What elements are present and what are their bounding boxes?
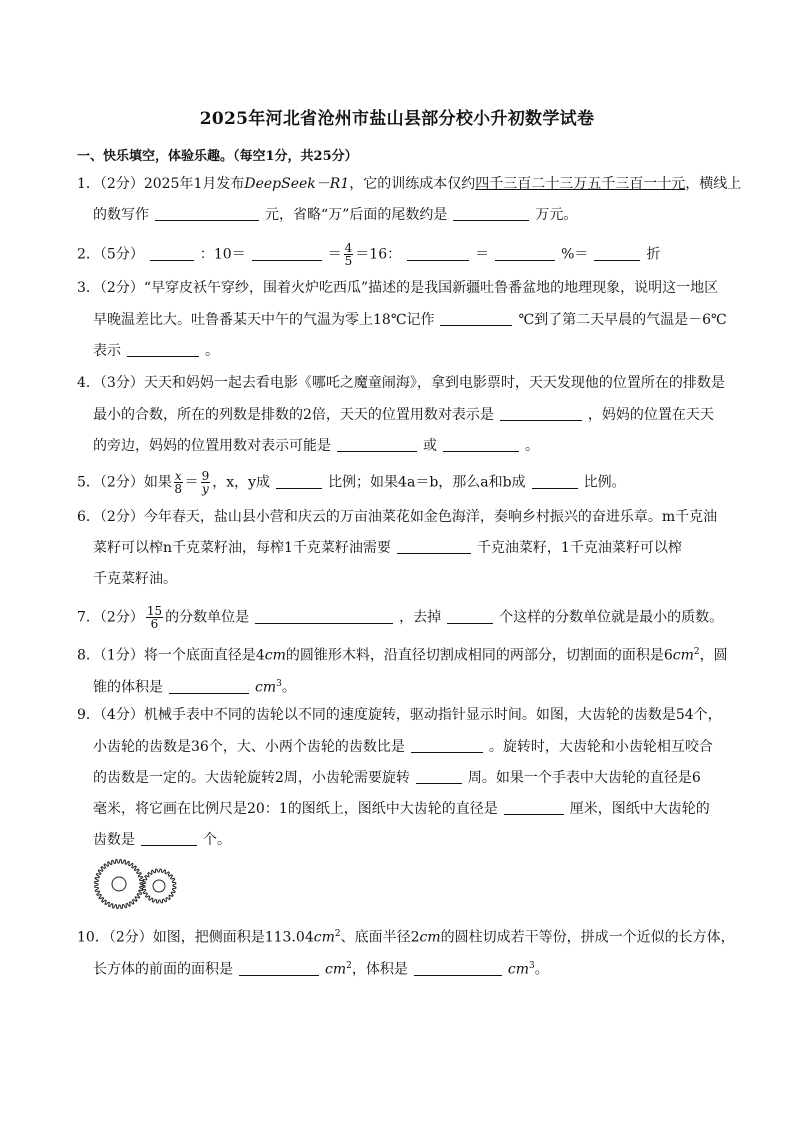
question-9-line-1: 9．（4分）机械手表中不同的齿轮以不同的速度旋转，驱动指针显示时间。如图，大齿轮的齿数是54个，	[77, 707, 722, 723]
gears-figure	[94, 858, 180, 910]
answer-blank[interactable]	[594, 246, 640, 261]
answer-blank[interactable]	[252, 246, 322, 261]
question-7-line-1: 7．（2分） $\frac{15}{6}$ 的分数单位是 ，去掉 个这样的分数单位就是最小的质数。	[77, 604, 724, 631]
large-gear	[95, 860, 144, 909]
answer-blank[interactable]	[397, 539, 471, 554]
question-1-line-1: 1．（2分）2025年1月发布DeepSeek－R1，它的训练成本仅约四千三百二十三万五千三百一十元，横线上	[77, 176, 742, 192]
page-title: 2025年河北省沧州市盐山县部分校小升初数学试卷	[199, 109, 595, 129]
question-4-line-1: 4．（3分）天天和妈妈一起去看电影《哪吒之魔童闹海》，拿到电影票时，天天发现他的位置所在的排数是	[77, 375, 725, 391]
question-2-line-1: 2．（5分） ：10＝ ＝ $\frac{4}{5}$ ＝16： ＝ %＝ 折	[77, 241, 661, 268]
question-6-line-1: 6．（2分）今年春天，盐山县小营和庆云的万亩油菜花如金色海洋，奏响乡村振兴的奋进乐章。m千克油	[77, 509, 718, 525]
answer-blank[interactable]	[447, 609, 493, 624]
answer-blank[interactable]	[416, 769, 462, 784]
answer-blank[interactable]	[141, 831, 197, 846]
gear-outline	[142, 869, 176, 903]
gear-outline	[95, 860, 144, 909]
answer-blank[interactable]	[276, 474, 322, 489]
question-8-line-1: 8．（1分）将一个底面直径是4cm的圆锥形木料，沿直径切割成相同的两部分，切割面的面积是$6cm^2$，圆	[77, 647, 728, 664]
question-5-line-1: 5．（2分）如果 $\frac{x}{8}$ ＝ $\frac{9}{y}$ ，x，y成 比例；如果4a＝b，那么a和b成 比例。	[77, 469, 626, 496]
question-3-line-2: 早晚温差比大。吐鲁番某天中午的气温为零上18℃记作 ℃到了第二天早晨的气温是－6℃	[93, 312, 727, 328]
fraction: $\frac{9}{y}$	[201, 469, 210, 496]
answer-blank[interactable]	[127, 342, 199, 357]
question-3-line-1: 3．（2分）“早穿皮袄午穿纱，围着火炉吃西瓜”描述的是我国新疆吐鲁番盆地的地理现象，说明这一地区	[77, 280, 719, 296]
question-4-line-3: 的旁边，妈妈的位置用数对表示可能是 或 。	[93, 438, 539, 454]
answer-blank[interactable]	[337, 437, 417, 452]
question-9-line-2: 小齿轮的齿数是36个，大、小两个齿轮的齿数比是 。旋转时，大齿轮和小齿轮相互咬合	[93, 739, 713, 755]
question-6-line-2: 菜籽可以榨n千克菜籽油，每榨1千克菜籽油需要 千克油菜籽，1千克油菜籽可以榨	[93, 540, 682, 556]
section-heading: 一、快乐填空，体验乐趣。（每空1分，共25分）	[77, 149, 358, 164]
question-9-line-3: 的齿数是一定的。大齿轮旋转2周，小齿轮需要旋转 周。如果一个手表中大齿轮的直径是6	[93, 770, 701, 786]
answer-blank[interactable]	[411, 738, 483, 753]
answer-blank[interactable]	[440, 311, 512, 326]
answer-blank[interactable]	[414, 961, 502, 976]
answer-blank[interactable]	[532, 474, 578, 489]
small-gear	[142, 869, 176, 903]
question-10-line-2: 长方体的前面的面积是 $cm^2$，体积是 $cm^3$。	[93, 961, 549, 978]
answer-blank[interactable]	[495, 246, 555, 261]
answer-blank[interactable]	[504, 800, 564, 815]
question-9-line-5: 齿数是 个。	[93, 832, 231, 848]
question-10-line-1: 10．（2分）如图，把侧面积是$113.04cm^2$、底面半径2cm的圆柱切成若干等份，拼成一个近似的长方体，	[77, 929, 735, 946]
gear-axle	[112, 877, 126, 891]
answer-blank[interactable]	[239, 961, 319, 976]
answer-blank[interactable]	[407, 246, 469, 261]
gear-axle	[153, 880, 165, 892]
question-4-line-2: 最小的合数，所在的列数是排数的2倍，天天的位置用数对表示是 ，妈妈的位置在天天	[93, 407, 714, 423]
underlined-amount: 四千三百二十三万五千三百一十元	[475, 176, 686, 192]
fraction: $\frac{15}{6}$	[146, 604, 163, 631]
question-8-line-2: 锥的体积是 $cm^3$。	[93, 679, 296, 696]
question-9-line-4: 毫米，将它画在比例尺是20：1的图纸上，图纸中大齿轮的直径是 厘米，图纸中大齿轮的	[93, 801, 710, 817]
answer-blank[interactable]	[255, 609, 393, 624]
answer-blank[interactable]	[150, 246, 194, 261]
answer-blank[interactable]	[169, 679, 249, 694]
answer-blank[interactable]	[443, 437, 519, 452]
answer-blank[interactable]	[500, 406, 582, 421]
question-6-line-3: 千克菜籽油。	[93, 571, 177, 587]
answer-blank[interactable]	[155, 206, 259, 221]
answer-blank[interactable]	[453, 206, 529, 221]
fraction: $\frac{x}{8}$	[174, 469, 183, 496]
fraction: $\frac{4}{5}$	[344, 241, 353, 268]
question-1-line-2: 的数写作 元，省略“万”后面的尾数约是 万元。	[93, 207, 578, 223]
question-3-line-3: 表示 。	[93, 343, 219, 359]
